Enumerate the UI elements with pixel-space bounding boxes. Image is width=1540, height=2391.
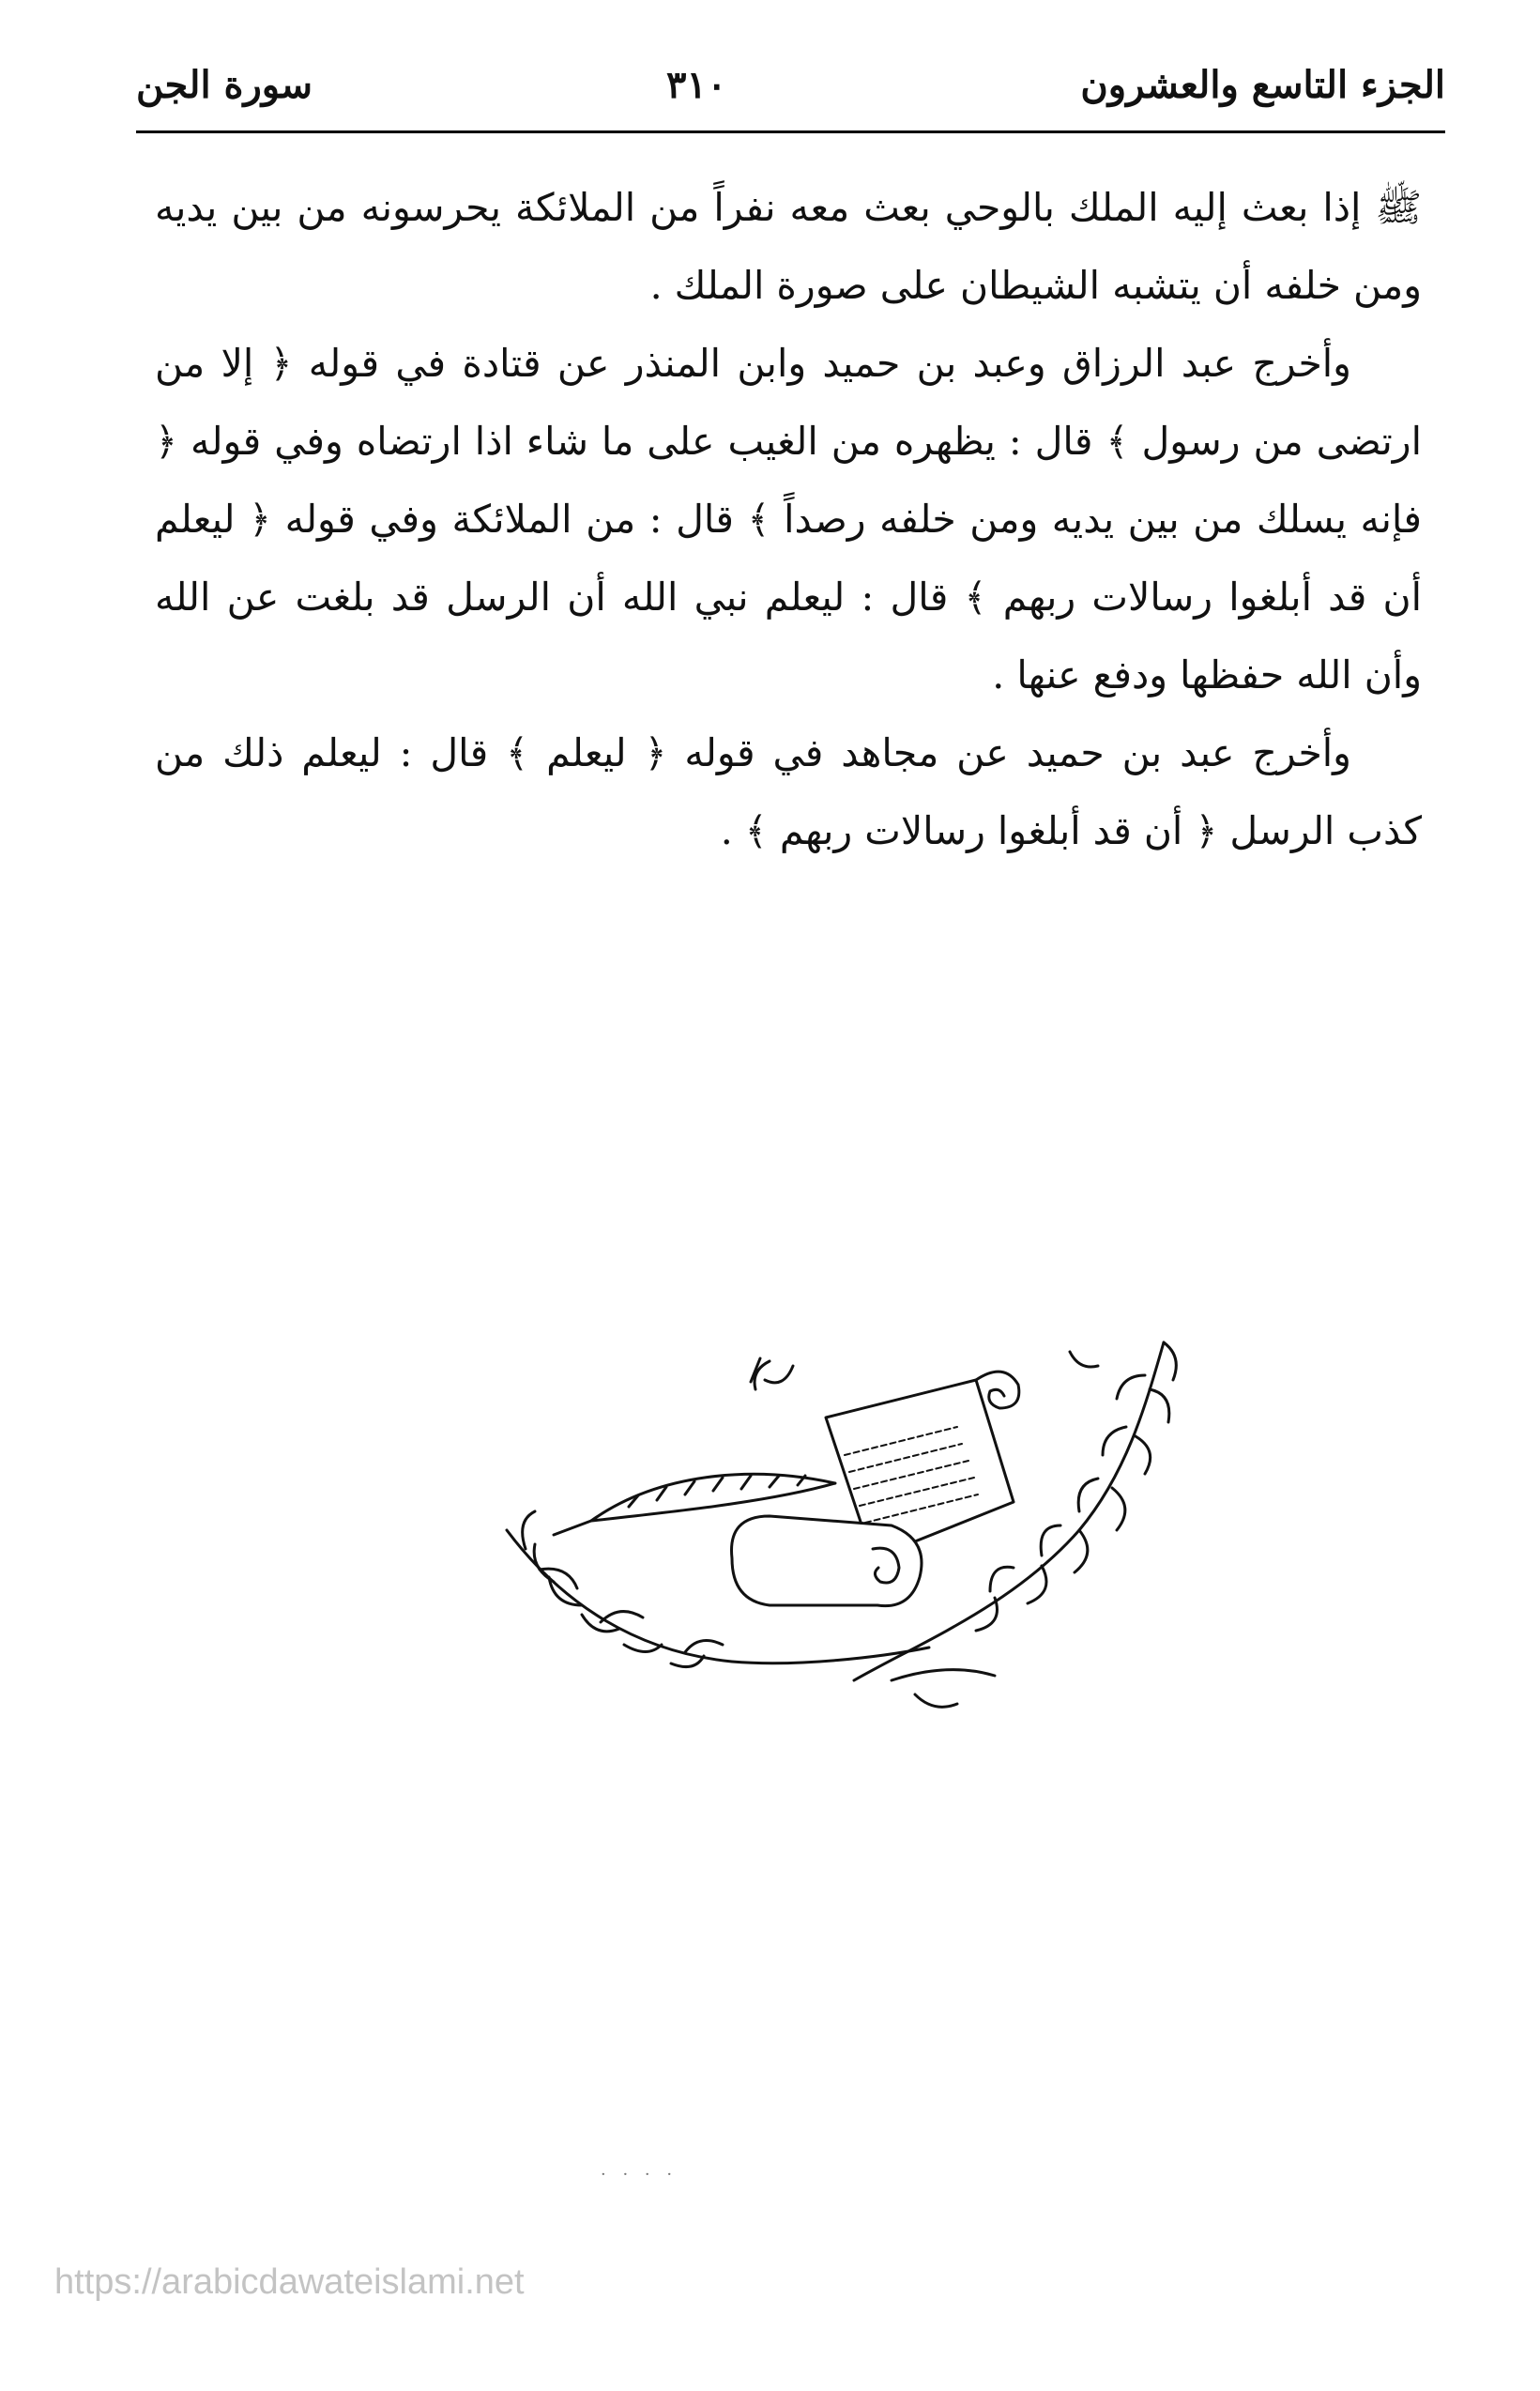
watermark-url: https://arabicdawateislami.net xyxy=(54,2262,525,2302)
paragraph-2: وأخرج عبد الرزاق وعبد بن حميد وابن المنذر عن قتادة في قوله ﴿ إلا من ارتضى من رسول ﴾ قال : يظهره من الغيب على ما شاء اذا ارتضاه وفي قوله ﴿ فإنه يسلك من بين يديه ومن خلفه رصداً ﴾ قال : من الملائكة وفي قوله ﴿ ليعلم أن قد أبلغوا رسالات ربهم ﴾ قال : ليعلم نبي الله أن الرسل قد بلغت عن الله وأن الله حفظها ودفع عنها . xyxy=(155,341,1422,697)
surah-title: سورة الجن xyxy=(136,62,313,107)
page-number: ٣١٠ xyxy=(665,62,727,107)
page-header xyxy=(136,38,1445,131)
header-divider xyxy=(136,130,1445,133)
page-body xyxy=(155,169,1422,870)
paragraph-1: ﷺ إذا بعث إليه الملك بالوحي بعث معه نفراً من الملائكة يحرسونه من بين يديه ومن خلفه أن يتشبه الشيطان على صورة الملك . xyxy=(155,185,1422,308)
part-title: الجزء التاسع والعشرون xyxy=(1080,62,1445,107)
paragraph-3: وأخرج عبد بن حميد عن مجاهد في قوله ﴿ ليعلم ﴾ قال : ليعلم ذلك من كذب الرسل ﴿ أن قد أبلغوا رسالات ربهم ﴾ . xyxy=(155,730,1422,853)
scroll-and-quill-ornament-icon xyxy=(488,1324,1182,1718)
footer-dots: · · · · xyxy=(601,2165,679,2184)
